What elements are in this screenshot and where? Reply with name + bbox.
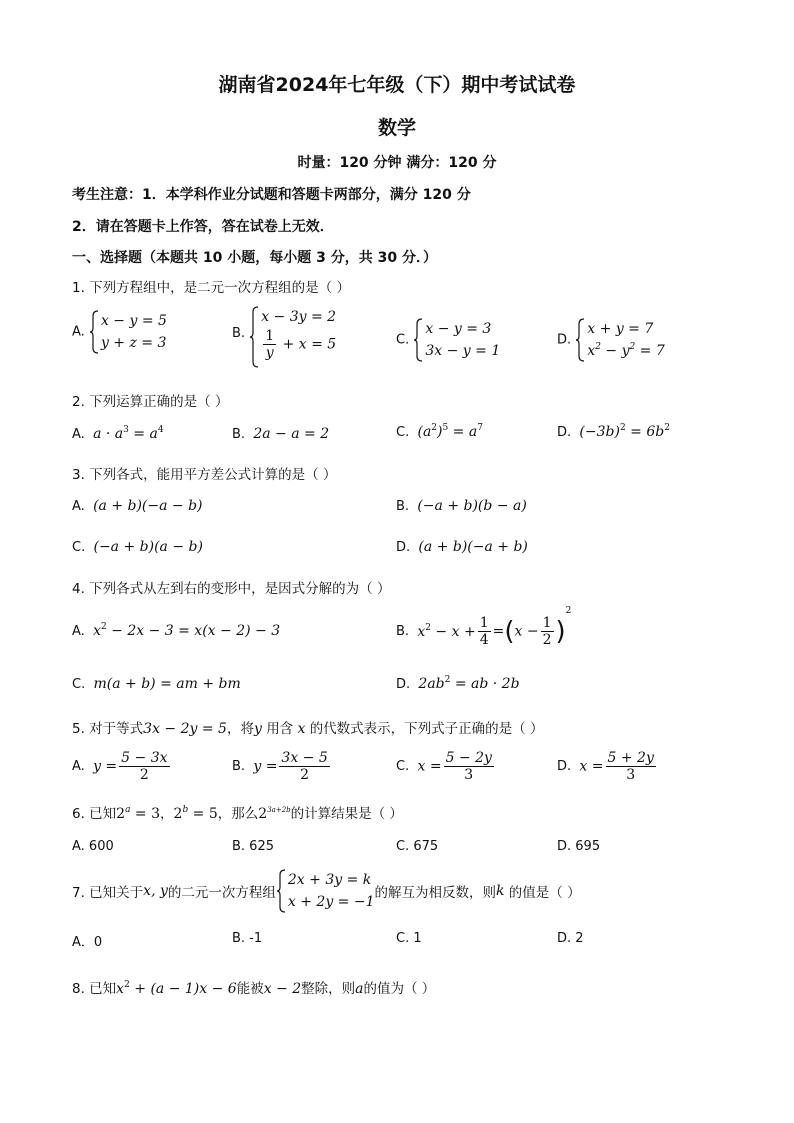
q3-option-d: D. (a + b)(−a + b) [396,539,528,555]
q5-option-d: D. x = $\frac{5 + 2y}{3}$ [557,750,654,783]
q4-option-a: A. $x^2 - 2x - 3 = x(x - 2) - 3$ [72,622,281,639]
option-label: D. [557,759,572,774]
brace-icon [575,318,585,362]
stem-text: 6. 已知 [72,806,117,822]
option-label: B. [396,624,410,639]
option-label: B. [232,427,246,442]
q3-option-b: B. (−a + b)(b − a) [396,498,527,514]
option-label: A. [72,624,85,639]
option-label: B. [232,759,246,774]
q7-option-c: C. 1 [396,931,422,946]
q4-option-d: D. $2ab^2$ = ab · 2b [396,675,520,692]
stem-text: 的二元一次方程组 [167,885,276,901]
q1-option-d [557,318,665,362]
q4-option-b: B. $x^2 - x$ + $\frac{1}{4}$ =(x − $\frac{1}{2}$ )$^2$ [396,606,572,648]
stem-text: 的解互为相反数，则 [374,885,497,901]
subject-title: 数学 [377,117,416,139]
q2-option-d: D. $(-3b)^2 = 6b^2$ [557,423,670,440]
option-label: D. [396,677,411,692]
stem-text: 的计算结果是（ ） [290,806,403,822]
option-label: B. [396,499,410,514]
stem-text: ，那么 [217,806,259,822]
q3-option-c: C. (−a + b)(a − b) [72,539,203,555]
equation-system: x − y = 5 y + z = 3 [89,310,167,354]
question-4-stem: 4. 下列各式从左到右的变形中，是因式分解的为（ ） [72,581,391,597]
question-5-stem: 5. 对于等式3x − 2y = 5，将y 用含 x 的代数式表示，下列式子正确的是（ ） [72,721,544,737]
q1-option-a [72,310,167,354]
q3-option-a: A. (a + b)(−a − b) [72,498,203,514]
stem-text: 用含 [266,721,294,737]
notice-line-2: 2．请在答题卡上作答，答在试卷上无效． [72,219,334,235]
q5-option-c: C. x = $\frac{5 - 2y}{3}$ [396,750,492,783]
q1-option-c [396,318,500,362]
equation-system: x − 3y = 2 $\frac{1}{y}$ + x = 5 [249,306,336,361]
option-label: A. [72,499,85,514]
option-label: C. [396,759,410,774]
stem-text: 的代数式表示，下列式子正确的是（ ） [309,721,544,737]
q7-option-d: D. 2 [557,931,584,946]
q6-option-d: D. 695 [557,839,601,854]
stem-text: 的值为（ ） [363,981,436,997]
q2-option-a: A. $a \cdot a^3 = a^4$ [72,425,164,442]
q2-option-b: B. 2a − a = 2 [232,426,330,442]
option-label: A. [72,324,85,340]
option-label: D. [557,332,572,348]
option-label: B. [232,326,246,341]
question-8-stem: 8. 已知$x^2 + (a - 1)x - 6$能被x − 2整除，则a的值为（ ） [72,980,436,997]
brace-icon [249,306,259,368]
stem-text: 5. 对于等式 [72,721,144,737]
question-3-stem: 3. 下列各式，能用平方差公式计算的是（ ） [72,467,337,483]
question-7-stem: 7. 已知关于x, y的二元一次方程组 2x + 3y = k x + 2y = −1 的解互为相反数，则k 的值是（ ） [72,869,581,913]
q6-option-c: C. 675 [396,839,439,854]
option-label: D. [557,425,572,440]
question-6-stem: 6. 已知$2^a = 3$，$2^b = 5$，那么$2^{3a+2b}$的计算结果是（ ） [72,805,403,822]
q7-option-a: A．0 [72,935,103,950]
q5-option-b: B. y = $\frac{3x - 5}{2}$ [232,750,328,783]
option-label: C. [396,332,410,348]
q2-option-c: C. $(a^2)^5 = a^7$ [396,423,483,440]
q5-option-a: A. y = $\frac{5 - 3x}{2}$ [72,750,168,783]
stem-text: ，将 [226,721,254,737]
equation-system: x + y = 7 $x^2 - y^2 = 7$ [575,318,664,362]
option-label: D. [396,540,411,555]
q1-option-b [232,306,336,361]
q7-option-b: B. -1 [232,931,263,946]
stem-text: ， [160,806,174,822]
stem-text: 的值是（ ） [508,885,581,901]
option-label: C. [72,540,86,555]
stem-text: 7. 已知关于 [72,885,144,901]
question-2-stem: 2. 下列运算正确的是（ ） [72,394,229,410]
equation-system: 2x + 3y = k x + 2y = −1 [276,869,375,913]
q4-option-c: C. m(a + b) = am + bm [72,676,241,692]
q6-option-a: A. 600 [72,839,114,854]
brace-icon [413,318,423,362]
question-1-stem: 1. 下列方程组中，是二元一次方程组的是（ ） [72,280,350,296]
notice-line-1: 考生注意：1．本学科作业分试题和答题卡两部分，满分 120 分 [72,187,471,203]
brace-icon [276,869,286,913]
stem-text: 8. 已知 [72,981,117,997]
option-label: C. [396,425,410,440]
option-label: A. [72,427,85,442]
option-label: A. [72,759,85,774]
equation-system: x − y = 3 3x − y = 1 [413,318,500,362]
stem-text: 能被 [236,981,264,997]
stem-text: 整除，则 [301,981,356,997]
option-label: C. [72,677,86,692]
section-heading: 一、选择题（本题共 10 小题，每小题 3 分，共 30 分．） [72,250,437,266]
q6-option-b: B. 625 [232,839,274,854]
time-info: 时量：120 分钟 满分：120 分 [297,155,497,171]
page-title: 湖南省2024年七年级（下）期中考试试卷 [218,74,576,96]
brace-icon [89,310,99,354]
